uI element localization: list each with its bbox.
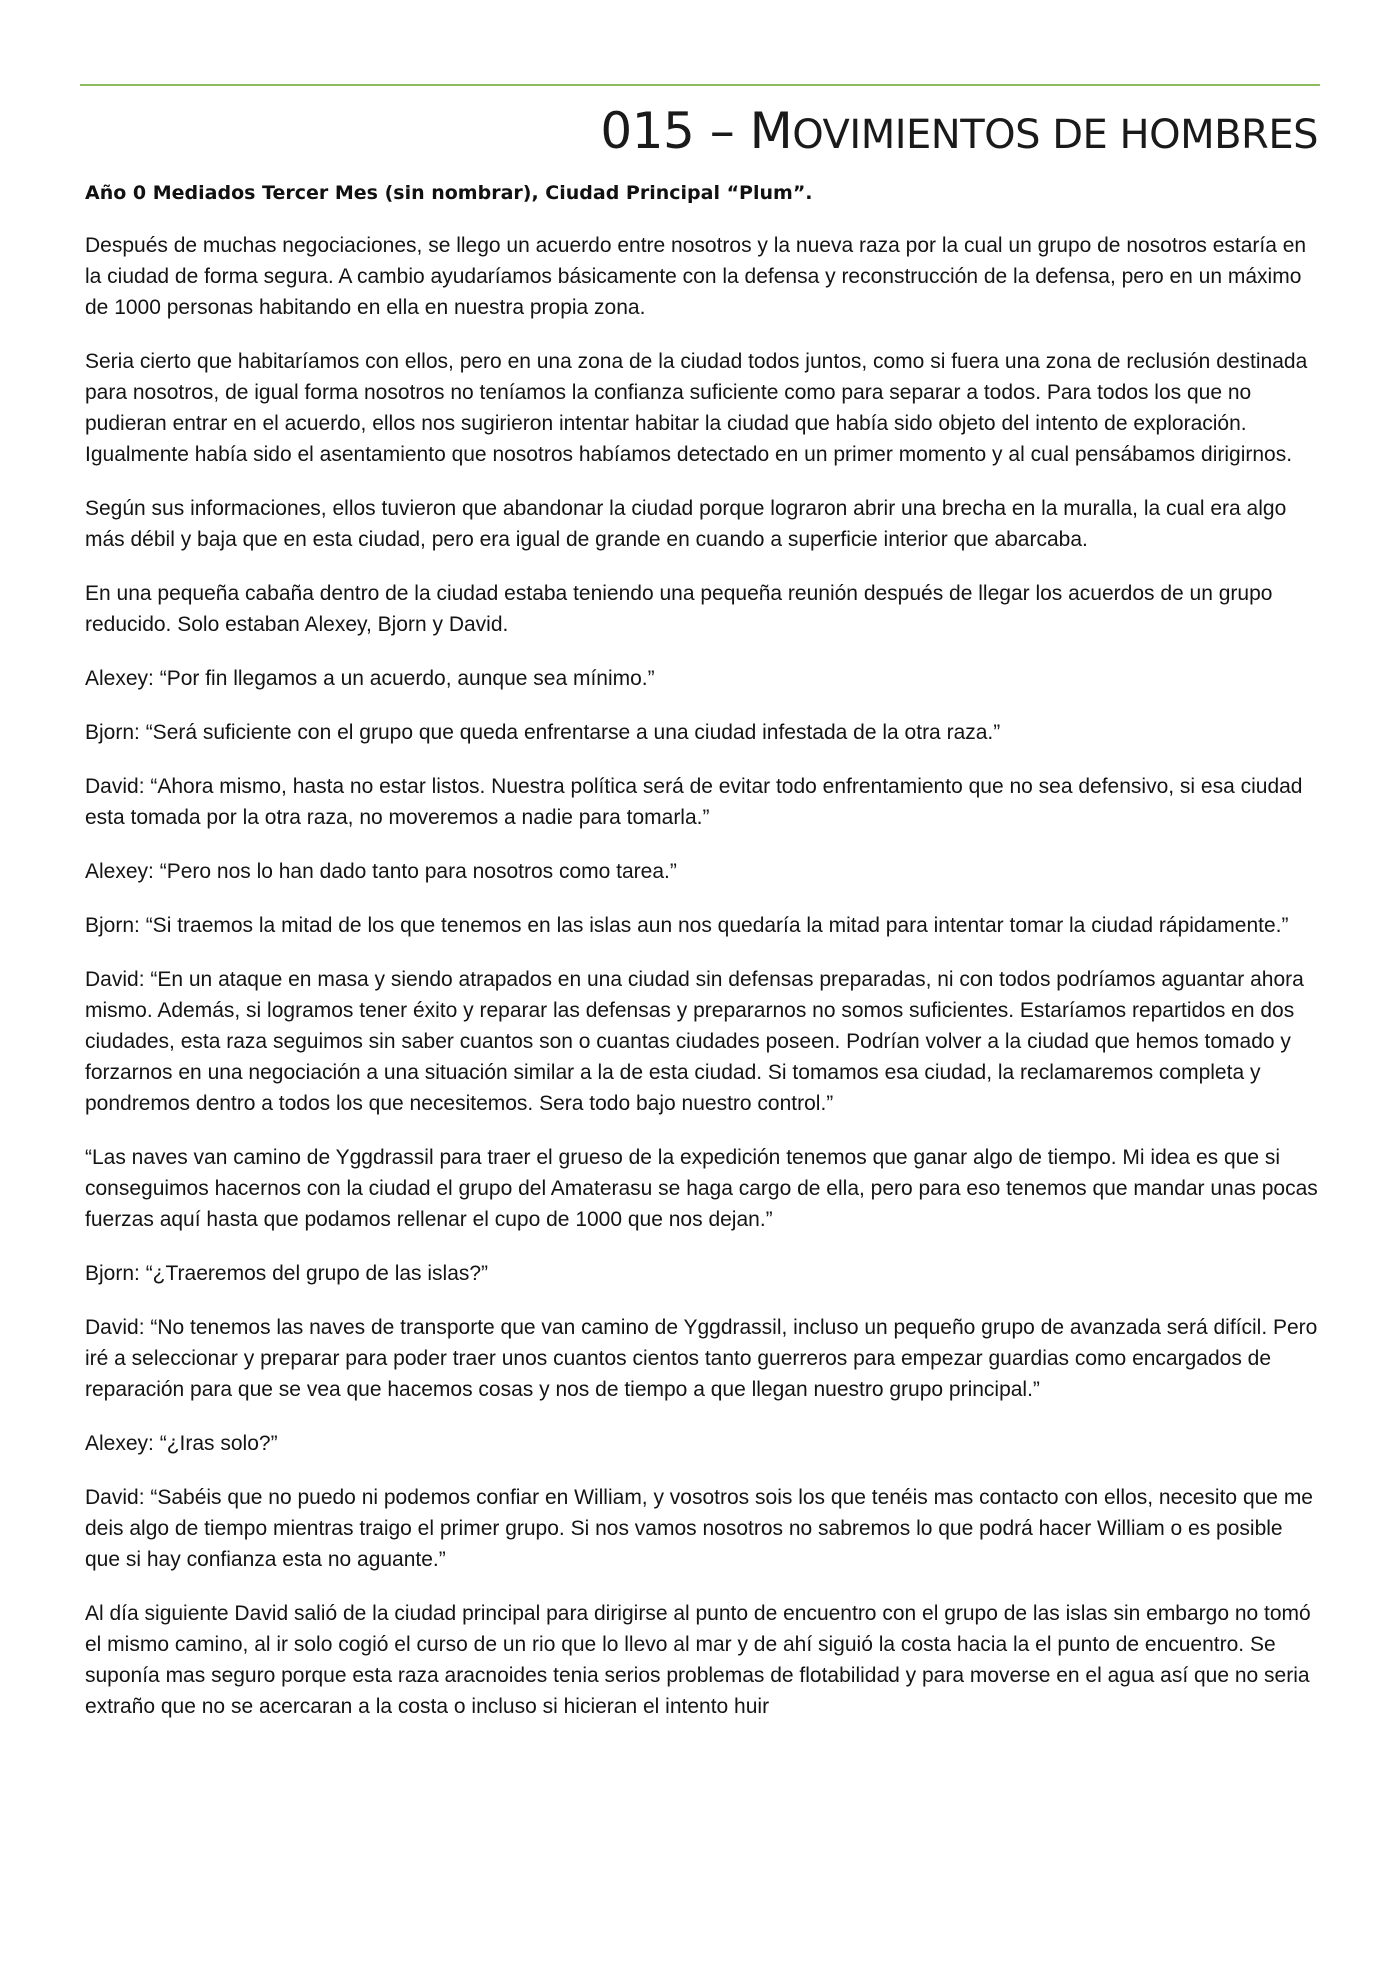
body-paragraph: David: “Ahora mismo, hasta no estar listos. Nuestra política será de evitar todo enfrentamiento que no sea defensivo, si esa ciudad esta tomada por la otra raza, no moveremos a nadie para tomarla.” <box>85 775 1303 829</box>
body-paragraph: Alexey: “Por fin llegamos a un acuerdo, aunque sea mínimo.” <box>85 667 655 690</box>
paragraph-list <box>85 230 1320 1722</box>
body-paragraph: Seria cierto que habitaríamos con ellos, pero en una zona de la ciudad todos juntos, como si fuera una zona de reclusión destinada para nosotros, de igual forma nosotros no teníamos la confianza suficiente como para separar a todos. Para todos los que no pudieran entrar en el acuerdo, ellos nos sugirieron intentar habitar la ciudad que había sido objeto del intento de exploración. Igualmente había sido el asentamiento que nosotros habíamos detectado en un primer momento y al cual pensábamos dirigirnos. <box>85 350 1308 466</box>
body-paragraph: Bjorn: “¿Traeremos del grupo de las islas?” <box>85 1262 489 1285</box>
body-paragraph: David: “Sabéis que no puedo ni podemos confiar en William, y vosotros sois los que tenéis mas contacto con ellos, necesito que me deis algo de tiempo mientras traigo el primer grupo. Si nos vamos nosotros no sabremos lo que podrá hacer William o es posible que si hay confianza esta no aguante.” <box>85 1486 1313 1571</box>
document-body <box>85 178 1320 1745</box>
date-location-subheading: Año 0 Mediados Tercer Mes (sin nombrar), Ciudad Principal “Plum”. <box>85 182 813 204</box>
body-paragraph: Alexey: “Pero nos lo han dado tanto para nosotros como tarea.” <box>85 860 677 883</box>
body-paragraph: Después de muchas negociaciones, se llego un acuerdo entre nosotros y la nueva raza por la cual un grupo de nosotros estaría en la ciudad de forma segura. A cambio ayudaríamos básicamente con la defensa y reconstrucción de la defensa, pero en un máximo de 1000 personas habitando en ella en nuestra propia zona. <box>85 234 1307 319</box>
body-paragraph: Bjorn: “Si traemos la mitad de los que tenemos en las islas aun nos quedaría la mitad para intentar tomar la ciudad rápidamente.” <box>85 914 1289 937</box>
body-paragraph: En una pequeña cabaña dentro de la ciudad estaba teniendo una pequeña reunión después de llegar los acuerdos de un grupo reducido. Solo estaban Alexey, Bjorn y David. <box>85 582 1273 636</box>
body-paragraph: David: “No tenemos las naves de transporte que van camino de Yggdrassil, incluso un pequeño grupo de avanzada será difícil. Pero iré a seleccionar y preparar para poder traer unos cuantos cientos tanto guerreros para empezar guardias como encargados de reparación para que se vea que hacemos cosas y nos de tiempo a que llegan nuestro grupo principal.” <box>85 1316 1318 1401</box>
body-paragraph: “Las naves van camino de Yggdrassil para traer el grueso de la expedición tenemos que ganar algo de tiempo. Mi idea es que si conseguimos hacernos con la ciudad el grupo del Amaterasu se haga cargo de ella, pero para eso tenemos que mandar unas pocas fuerzas aquí hasta que podamos rellenar el cupo de 1000 que nos dejan.” <box>85 1146 1318 1231</box>
body-paragraph: David: “En un ataque en masa y siendo atrapados en una ciudad sin defensas preparadas, ni con todos podríamos aguantar ahora mismo. Además, si logramos tener éxito y reparar las defensas y prepararnos no somos suficientes. Estaríamos repartidos en dos ciudades, esta raza seguimos sin saber cuantos son o cuantas ciudades poseen. Podrían volver a la ciudad que hemos tomado y forzarnos en una negociación a una situación similar a la de esta ciudad. Si tomamos esa ciudad, la reclamaremos completa y pondremos dentro a todos los que necesitemos. Sera todo bajo nuestro control.” <box>85 968 1304 1115</box>
chapter-title: 015 – MOVIMIENTOS DE HOMBRES <box>600 102 1318 160</box>
body-paragraph: Al día siguiente David salió de la ciudad principal para dirigirse al punto de encuentro con el grupo de las islas sin embargo no tomó el mismo camino, al ir solo cogió el curso de un rio que lo llevo al mar y de ahí siguió la costa hacia la el punto de encuentro. Se suponía mas seguro porque esta raza aracnoides tenia serios problemas de flotabilidad y para moverse en el agua así que no seria extraño que no se acercaran a la costa o incluso si hicieran el intento huir <box>85 1602 1311 1718</box>
body-paragraph: Según sus informaciones, ellos tuvieron que abandonar la ciudad porque lograron abrir una brecha en la muralla, la cual era algo más débil y baja que en esta ciudad, pero era igual de grande en cuando a superficie interior que abarcaba. <box>85 497 1287 551</box>
body-paragraph: Bjorn: “Será suficiente con el grupo que queda enfrentarse a una ciudad infestada de la otra raza.” <box>85 721 1001 744</box>
header-rule <box>80 84 1320 86</box>
body-paragraph: Alexey: “¿Iras solo?” <box>85 1432 278 1455</box>
